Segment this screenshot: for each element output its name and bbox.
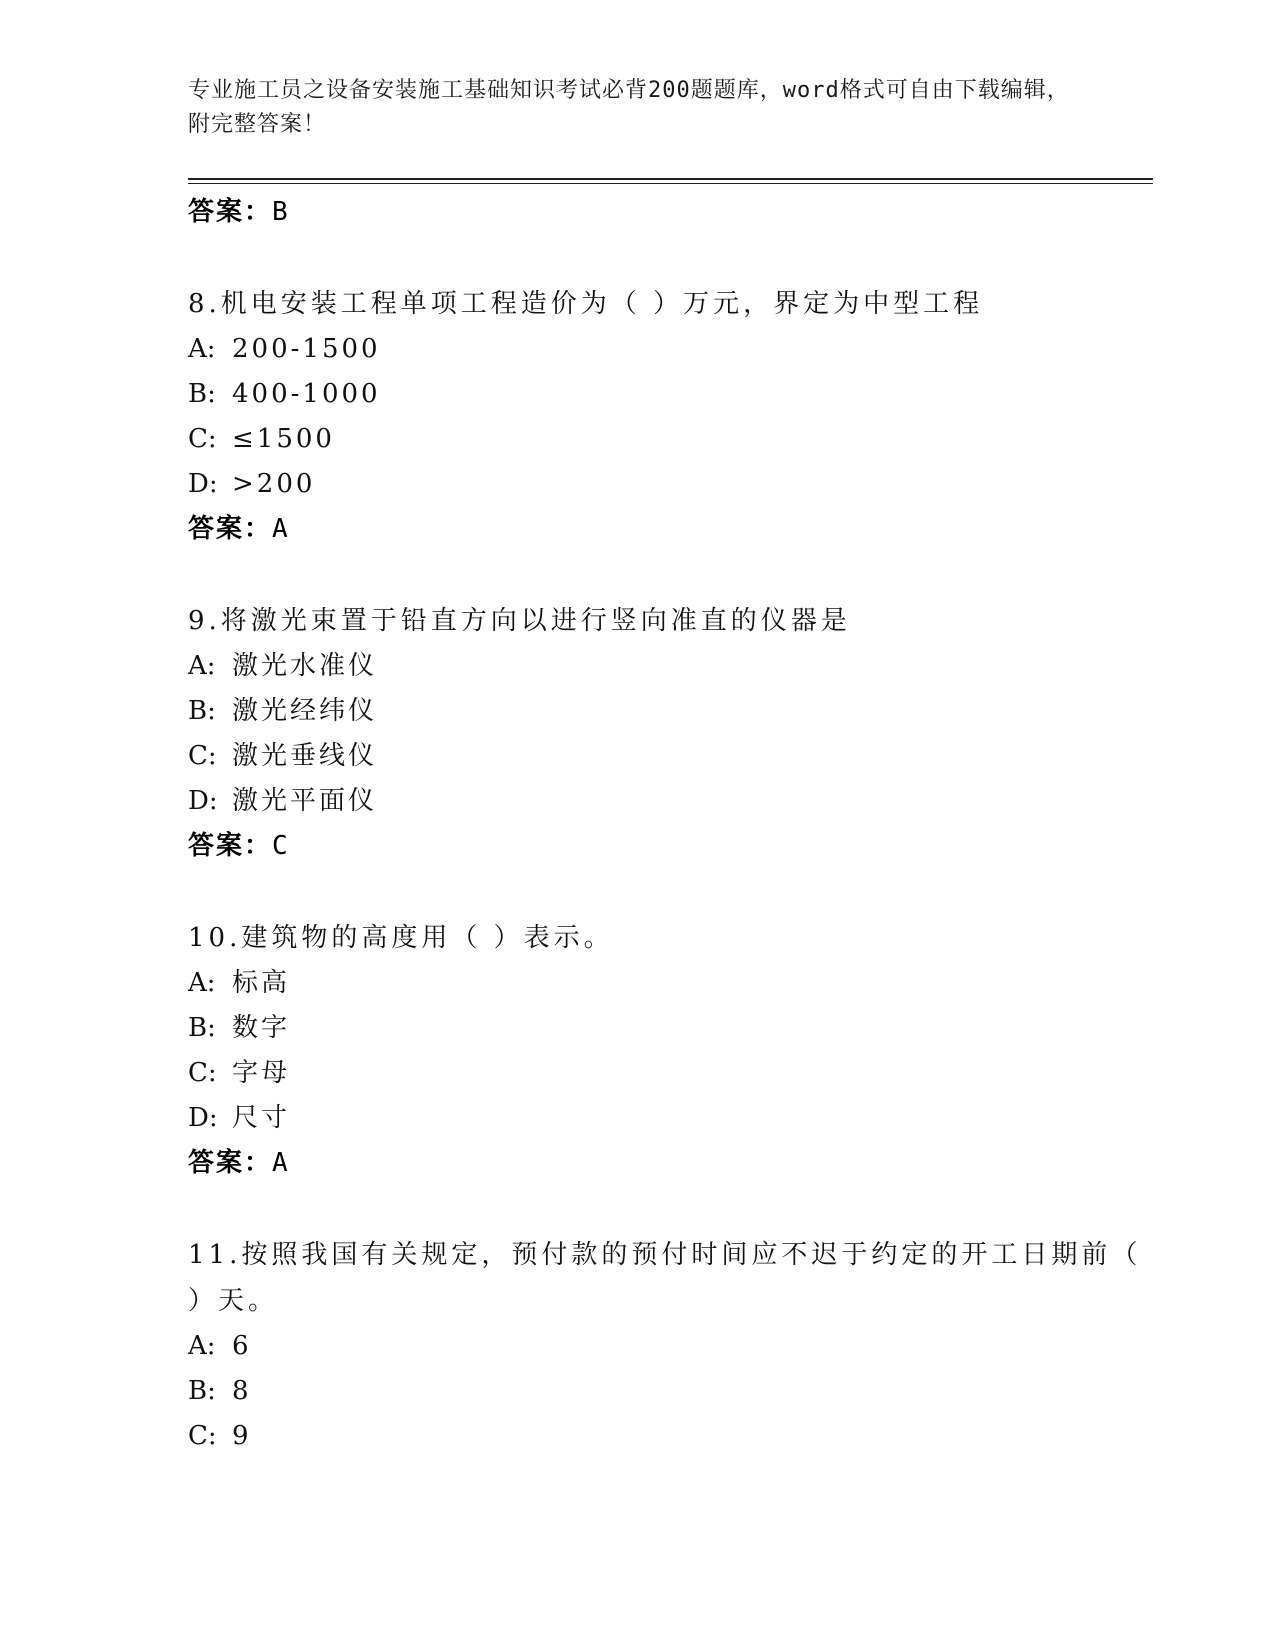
option-a <box>188 1324 1153 1369</box>
option-text: 8 <box>232 1376 252 1406</box>
answer-line <box>188 507 1153 552</box>
question-text: 8.机电安装工程单项工程造价为（ ）万元，界定为中型工程 <box>188 289 984 319</box>
option-key: A: <box>188 968 216 998</box>
option-b <box>188 1006 1153 1051</box>
option-text: >200 <box>232 469 316 499</box>
answer-line <box>188 1141 1153 1186</box>
option-key: B: <box>188 696 216 726</box>
answer-label: 答案： <box>188 514 273 544</box>
option-key: D: <box>188 469 218 499</box>
answer-label: 答案： <box>188 831 273 861</box>
spacer <box>188 552 1153 598</box>
option-text: 9 <box>232 1421 252 1451</box>
option-key: C: <box>188 1421 217 1451</box>
option-text: 200-1500 <box>232 334 381 364</box>
option-key: D: <box>188 1103 218 1133</box>
option-c <box>188 417 1153 462</box>
question-list <box>188 190 1153 1459</box>
header-rule-thin <box>188 183 1153 184</box>
option-text: 激光水准仪 <box>232 651 378 681</box>
option-key: C: <box>188 1058 217 1088</box>
option-text: 字母 <box>232 1058 291 1088</box>
option-key: C: <box>188 424 217 454</box>
option-key: A: <box>188 1331 216 1361</box>
answer-label: 答案： <box>188 197 273 227</box>
option-d <box>188 1096 1153 1141</box>
option-key: B: <box>188 1376 216 1406</box>
spacer <box>188 235 1153 281</box>
option-b <box>188 689 1153 734</box>
answer-line <box>188 190 1153 235</box>
option-c <box>188 1414 1153 1459</box>
answer-label: 答案： <box>188 1148 273 1178</box>
question-text: 9.将激光束置于铅直方向以进行竖向准直的仪器是 <box>188 606 851 636</box>
answer-value: A <box>272 1148 290 1178</box>
document-header: 专业施工员之设备安装施工基础知识考试必背200题题库，word格式可自由下载编辑，附完整答案！ <box>188 78 1070 137</box>
option-d <box>188 779 1153 824</box>
answer-value: B <box>272 197 290 227</box>
option-key: D: <box>188 786 218 816</box>
option-a <box>188 644 1153 689</box>
option-b <box>188 372 1153 417</box>
option-key: A: <box>188 334 216 364</box>
option-b <box>188 1369 1153 1414</box>
option-text: 激光平面仪 <box>232 786 378 816</box>
option-text: 400-1000 <box>232 379 381 409</box>
answer-value: C <box>272 831 290 861</box>
question-text: 10.建筑物的高度用（ ）表示。 <box>188 923 614 953</box>
option-text: ≤1500 <box>232 424 335 454</box>
spacer <box>188 1186 1153 1232</box>
option-key: C: <box>188 741 217 771</box>
option-text: 数字 <box>232 1013 291 1043</box>
option-key: B: <box>188 1013 216 1043</box>
option-a <box>188 327 1153 372</box>
option-text: 6 <box>232 1331 252 1361</box>
option-text: 激光垂线仪 <box>232 741 378 771</box>
option-text: 标高 <box>232 968 291 998</box>
option-key: B: <box>188 379 216 409</box>
spacer <box>188 869 1153 915</box>
option-a <box>188 961 1153 1006</box>
answer-value: A <box>272 514 290 544</box>
option-d <box>188 462 1153 507</box>
option-key: A: <box>188 651 216 681</box>
header-rule-thick <box>188 178 1153 180</box>
option-c <box>188 1051 1153 1096</box>
option-c <box>188 734 1153 779</box>
option-text: 激光经纬仪 <box>232 696 378 726</box>
question-text: 11.按照我国有关规定，预付款的预付时间应不迟于约定的开工日期前（ ）天。 <box>188 1240 1142 1316</box>
answer-line <box>188 824 1153 869</box>
option-text: 尺寸 <box>232 1103 291 1133</box>
